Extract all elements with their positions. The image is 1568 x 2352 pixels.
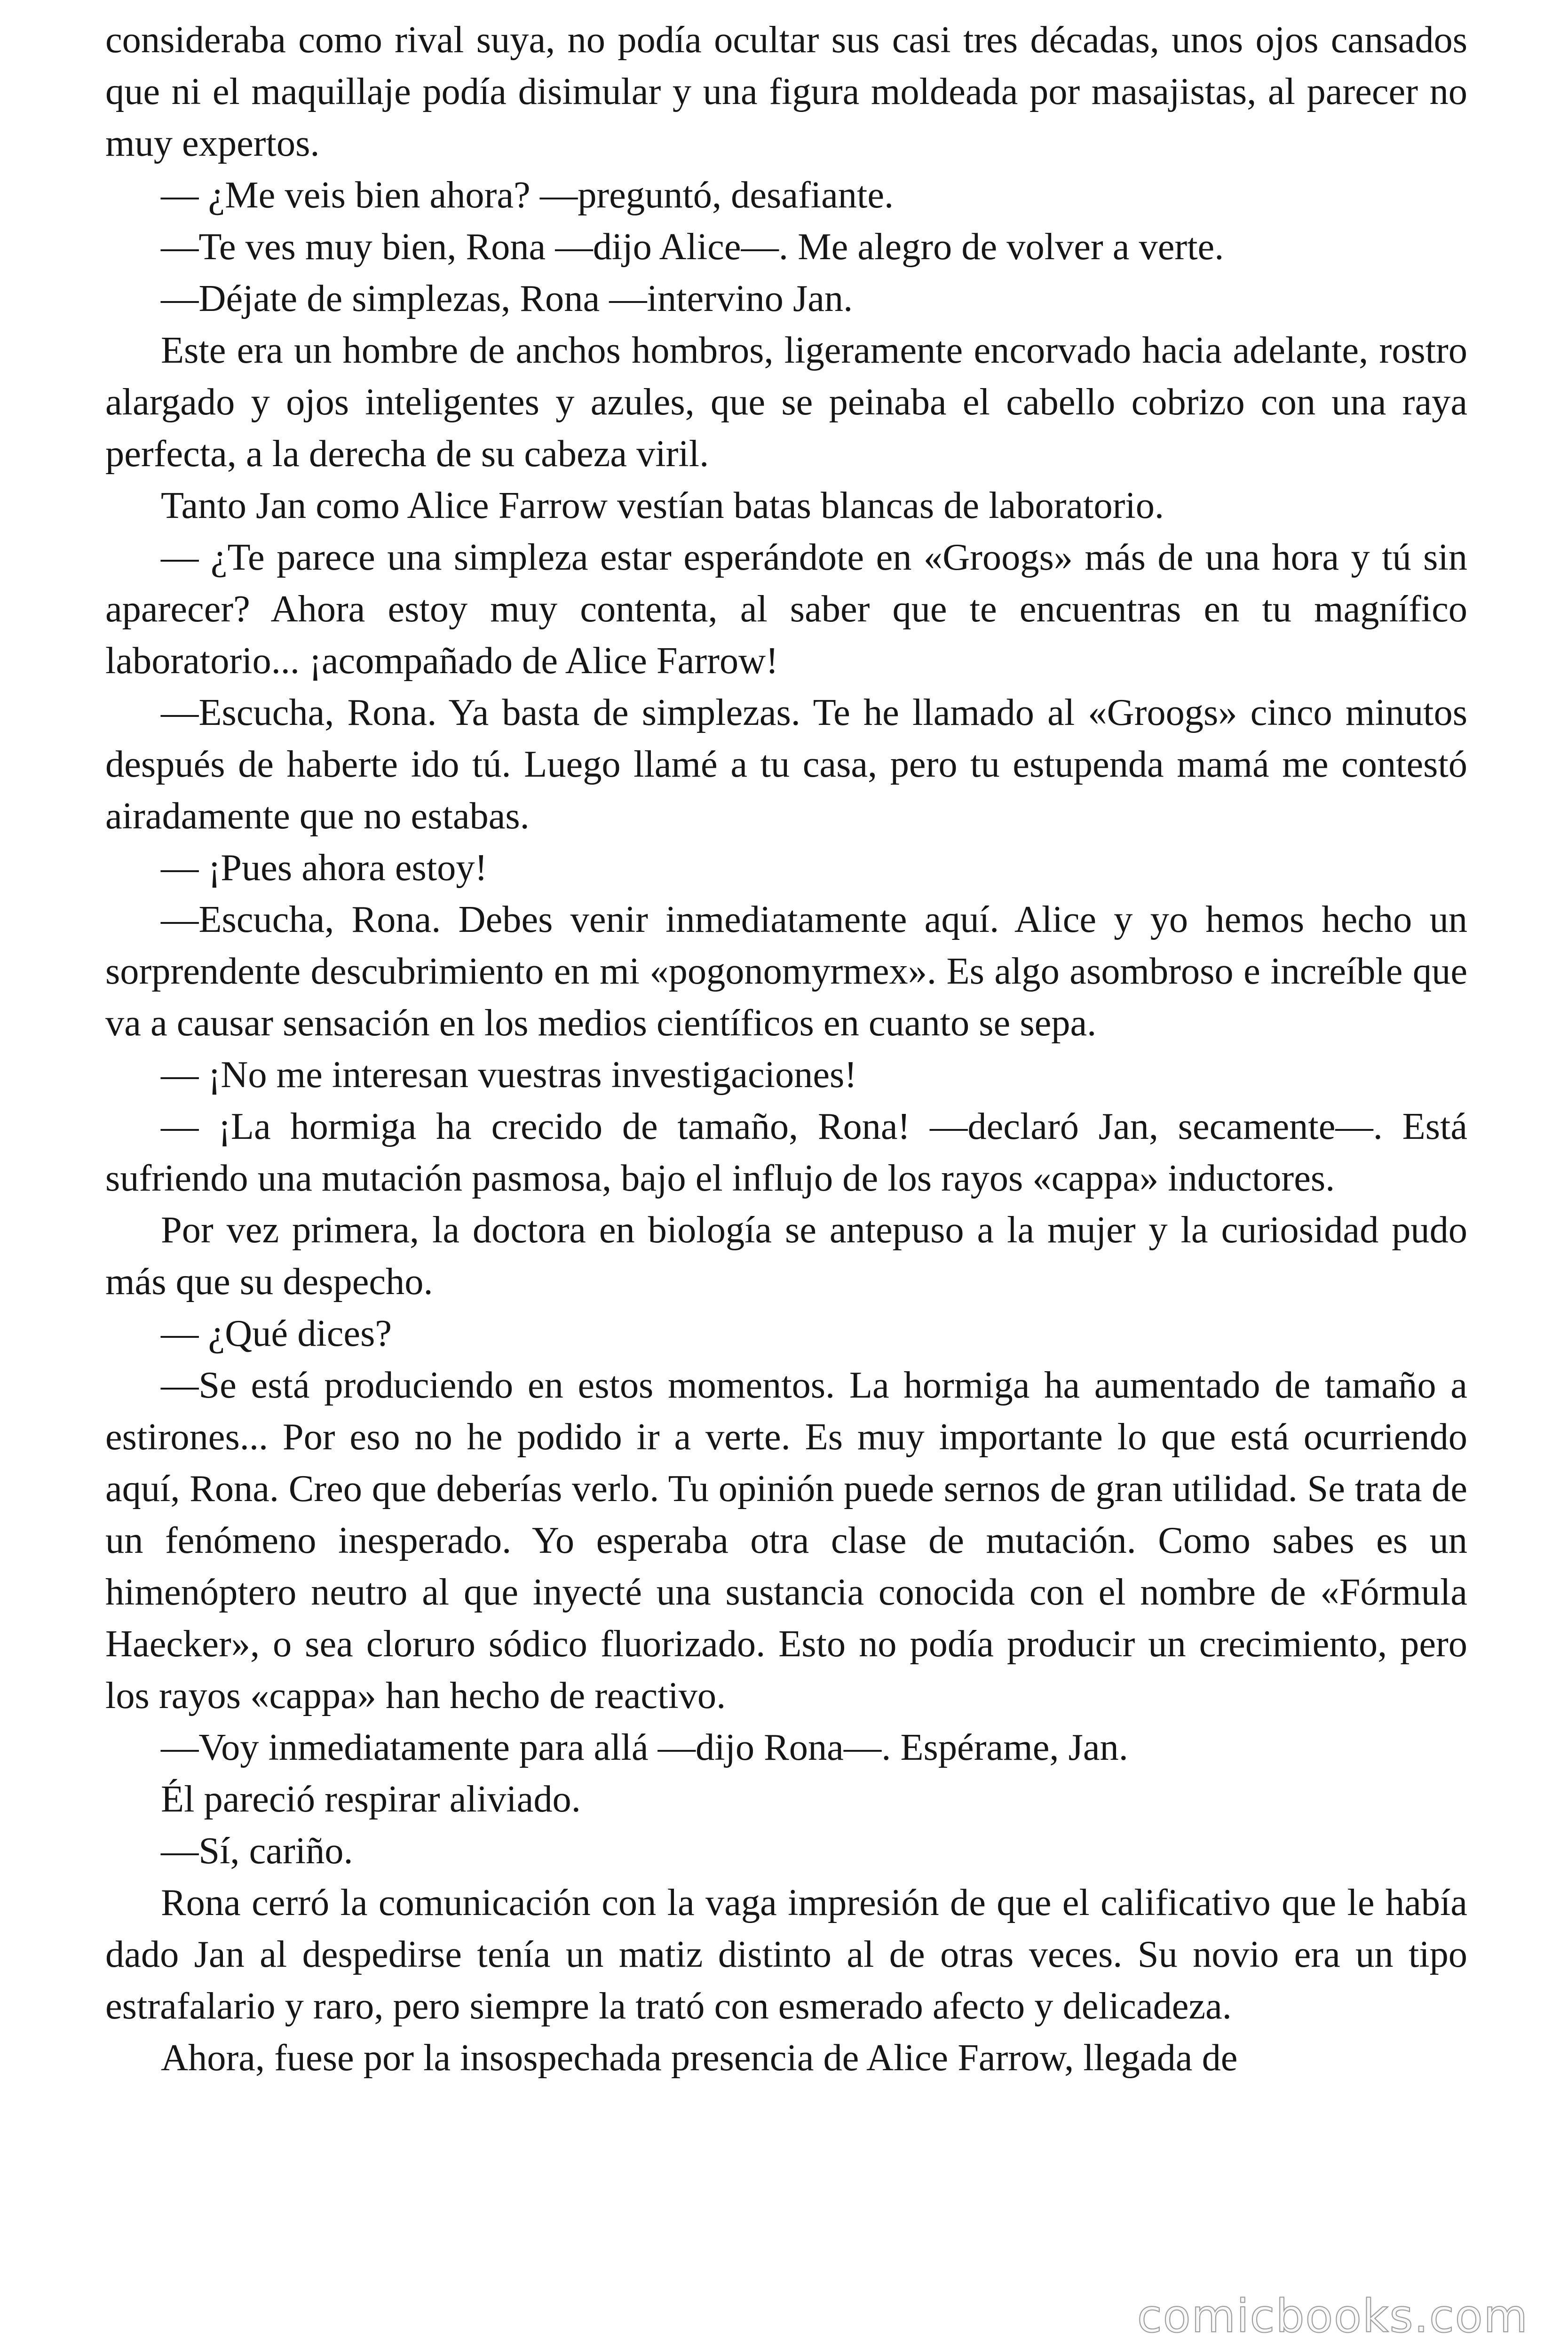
paragraph-3: —Te ves muy bien, Rona —dijo Alice—. Me alegro de volver a verte. <box>161 226 1224 268</box>
paragraph-15: —Se está produciendo en estos momentos. La hormiga ha aumentado de tamaño a estirones... Por eso no he podido ir a verte. Es muy importante lo que está ocurriendo aquí, Rona. Creo que deberías verlo. Tu opinión puede sernos de gran utilidad. Se trata de un fenómeno inesperado. Yo esperaba otra clase de mutación. Como sabes es un himenóptero neutro al que inyecté una sustancia conocida con el nombre de «Fórmula Haecker», o sea cloruro sódico fluorizado. Esto no podía producir un crecimiento, pero los rayos «cappa» han hecho de reactivo. <box>105 1364 1467 1716</box>
watermark: comicbooks.com <box>1137 2290 1528 2343</box>
paragraph-11: — ¡No me interesan vuestras investigaciones! <box>161 1054 857 1096</box>
paragraph-8: —Escucha, Rona. Ya basta de simplezas. Te he llamado al «Groogs» cinco minutos después de haberte ido tú. Luego llamé a tu casa, pero tu estupenda mamá me contestó airadamente que no estabas. <box>105 691 1467 837</box>
paragraph-19: Rona cerró la comunicación con la vaga impresión de que el calificativo que le había dado Jan al despedirse tenía un matiz distinto al de otras veces. Su novio era un tipo estrafalario y raro, pero siempre la trató con esmerado afecto y delicadeza. <box>105 1882 1467 2027</box>
paragraph-18: —Sí, cariño. <box>161 1830 353 1872</box>
paragraph-16: —Voy inmediatamente para allá —dijo Rona—. Espérame, Jan. <box>161 1726 1128 1768</box>
paragraph-6: Tanto Jan como Alice Farrow vestían batas blancas de laboratorio. <box>161 485 1164 526</box>
paragraph-17: Él pareció respirar aliviado. <box>161 1778 581 1820</box>
paragraph-14: — ¿Qué dices? <box>161 1312 392 1354</box>
paragraph-20: Ahora, fuese por la insospechada presencia de Alice Farrow, llegada de <box>161 2037 1238 2079</box>
paragraph-12: — ¡La hormiga ha crecido de tamaño, Rona! —declaró Jan, secamente—. Está sufriendo una mutación pasmosa, bajo el influjo de los rayos «cappa» inductores. <box>105 1105 1467 1199</box>
paragraph-10: —Escucha, Rona. Debes venir inmediatamente aquí. Alice y yo hemos hecho un sorprendente descubrimiento en mi «pogonomyrmex». Es algo asombroso e increíble que va a causar sensación en los medios científicos en cuanto se sepa. <box>105 898 1467 1044</box>
paragraph-2: — ¿Me veis bien ahora? —preguntó, desafiante. <box>161 174 894 216</box>
paragraph-4: —Déjate de simplezas, Rona —intervino Jan. <box>161 278 853 319</box>
paragraph-13: Por vez primera, la doctora en biología se antepuso a la mujer y la curiosidad pudo más que su despecho. <box>105 1209 1467 1303</box>
paragraph-9: — ¡Pues ahora estoy! <box>161 847 488 889</box>
book-page <box>105 14 1467 2084</box>
paragraph-5: Este era un hombre de anchos hombros, ligeramente encorvado hacia adelante, rostro alargado y ojos inteligentes y azules, que se peinaba el cabello cobrizo con una raya perfecta, a la derecha de su cabeza viril. <box>105 329 1467 475</box>
paragraph-7: — ¿Te parece una simpleza estar esperándote en «Groogs» más de una hora y tú sin aparecer? Ahora estoy muy contenta, al saber que te encuentras en tu magnífico laboratorio... ¡acompañado de Alice Farrow! <box>105 536 1467 682</box>
paragraph-1: consideraba como rival suya, no podía ocultar sus casi tres décadas, unos ojos cansados que ni el maquillaje podía disimular y una figura moldeada por masajistas, al parecer no muy expertos. <box>105 19 1467 164</box>
